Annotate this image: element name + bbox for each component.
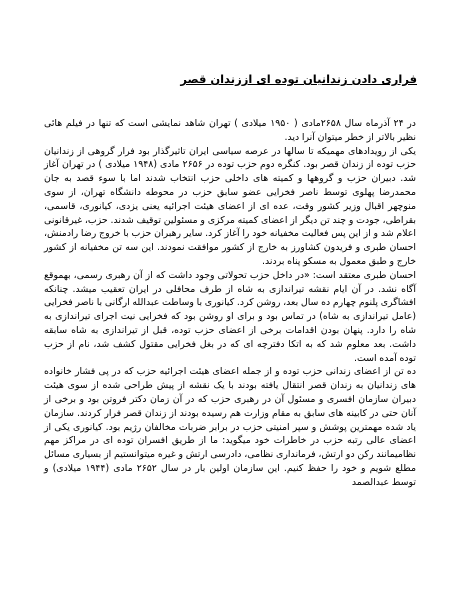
document-title: فراری دادن زندانیان توده ای اززندان قصر (180, 72, 417, 86)
paragraph-3: احسان طبری معتقد است: «در داخل حزب تحولاتی وجود داشت که از آن رهبری رسمی، بهموقع آگاه نشد. در آن ایام نقشه تیراندازی به شاه از طرف محافلی در ایران تعقیب میشد. چنانکه افشاگری پلنوم چهارم ده سال بعد، روشن کرد. کیانوری با وساطت عبدالله ارگانی با ناصر فخرایی (عامل تیراندازی به شاه) در تماس بود و برای او روشن بود که فخرایی نیت اجرای تیراندازی به شاه را دارد. پنهان بودن اقدامات برخی از اعضای حزب توده، قبل از تیراندازی به شاه سابقه داشت. بعد معلوم شد که به اتکا دفترچه ای که در بغل فخرایی مقتول کشف شد، نام از حزب توده آمده است. (44, 269, 416, 364)
document-body (44, 117, 416, 490)
paragraph-1: در ۲۴ آذرماه سال ۲۶۵۸مادی ( ۱۹۵۰ میلادی ) تهران شاهد نمایشی است که تنها در فیلم هائی نظیر بالاتر از خطر میتوان آنرا دید. (44, 118, 416, 143)
paragraph-2: یکی از رویدادهای مهمیکه تا سالها در عرصه سیاسی ایران تاثیرگذار بود فرار گروهی از زندانیان حزب توده از زندان قصر بود. کنگره دوم حزب توده در ۲۶۵۶ مادی (۱۹۴۸ میلادی ) در تهران آغاز شد. دبیران حزب و گروهها و کمیته های داخلی حزب انتخاب شدند اما با سوء قصد به جان محمدرضا پهلوی توسط ناصر فخرایی عضو سابق حزب در محوطه دانشگاه تهران، از سوی منوچهر اقبال وزیر کشور وقت، عده ای از اعضای هیئت اجرائیه یعنی یزدی، کیانوری، قاسمی، بقراطی، جودت و چند تن دیگر از اعضای کمیته مرکزی و مسئولین توقیف شدند. حزب، غیرقانونی اعلام شد و از این پس فعالیت مخفیانه خود را آغاز کرد. سایر رهبران حزب با خروج رضا رادمنش، احسان طبری و فریدون کشاورز به خارج از کشور موافقت نمودند. این سه تن مخفیانه از کشور خارج و طبق معمول به مسکو پناه بردند. (44, 145, 416, 267)
paragraph-4: ده تن از اعضای زندانی حزب توده و از جمله اعضای هیئت اجرائیه حزب که در پی فشار خانواده های زندانیان به زندان قصر انتقال یافته بودند با یک نقشه از پیش طراحی شده از سوی هیئت دبیران سازمان افسری و مسئول آن در رهبری حزب که در آن زمان دکتر فروتن بود و برخی از آنان حتی در کابینه های سابق به مقام وزارت هم رسیده بودند از زندان قصر فرار کردند. سازمان یاد شده مهمترین پوشش و سپر امنیتی حزب در برابر ضربات مخالفان رژیم بود. کیانوری یکی از اعضای عالی رتبه حزب در خاطرات خود میگوید: ما از طریق افسران توده ای در مراکز مهم نظامیمانند رکن دو ارتش، فرمانداری نظامی، دادرسی ارتش و غیره میتوانستیم از بسیاری مسائل مطلع شویم و خود را حفظ کنیم. این سازمان اولین بار در سال ۲۶۵۲ مادی (۱۹۴۴ میلادی) و توسط عبدالصمد (44, 366, 416, 488)
